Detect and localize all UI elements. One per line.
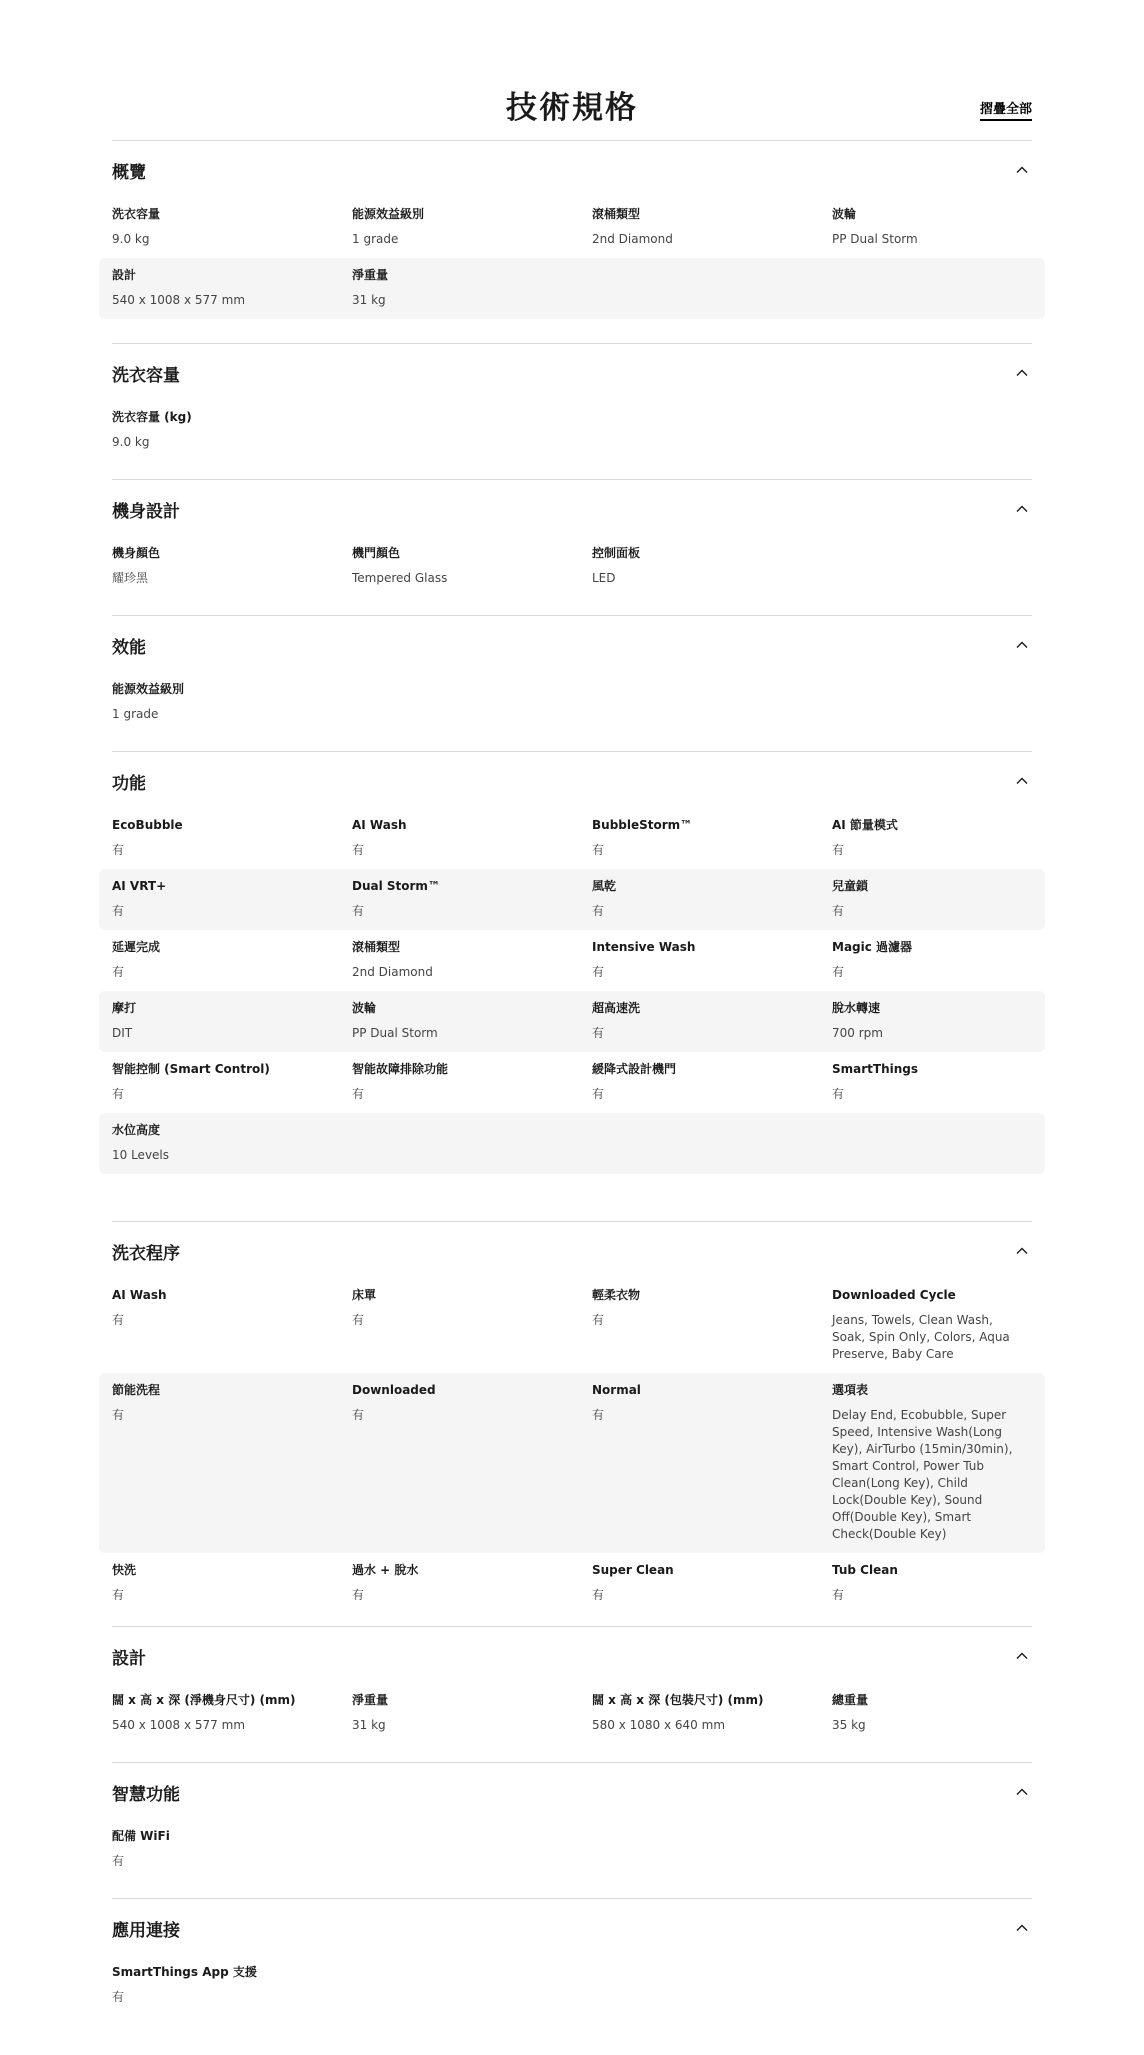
spec-row (99, 258, 1045, 319)
spec-item (832, 207, 1032, 248)
spec-item (832, 1383, 1032, 1543)
spec-item (592, 1001, 832, 1042)
chevron-up-icon[interactable] (1016, 775, 1028, 787)
spec-label: AI Wash (112, 1288, 167, 1302)
spec-label: 洗衣容量 (112, 207, 161, 221)
spec-item (592, 1693, 832, 1734)
chevron-up-icon[interactable] (1016, 1786, 1028, 1798)
spec-value: 10 Levels (112, 1148, 170, 1162)
spec-item (592, 818, 832, 859)
spec-item (592, 879, 832, 920)
spec-row (99, 1553, 1045, 1614)
spec-item (592, 1383, 832, 1543)
spec-label: 兒童鎖 (832, 879, 869, 893)
spec-label: 滾桶類型 (352, 940, 401, 954)
spec-value: 有 (352, 904, 365, 918)
spec-label: 超高速洗 (592, 1001, 641, 1015)
spec-value: 耀珍黑 (112, 571, 149, 585)
section-overview (112, 140, 1032, 319)
spec-label: 闊 x 高 x 深 (包裝尺寸) (mm) (592, 1693, 764, 1707)
section-title: 洗衣容量 (112, 366, 180, 386)
section-performance (112, 615, 1032, 733)
spec-item (352, 1563, 592, 1604)
section-header-overview[interactable] (112, 141, 1032, 197)
spec-value: 有 (112, 1990, 125, 2004)
spec-label: 摩打 (112, 1001, 137, 1015)
spec-value: 35 kg (832, 1718, 866, 1732)
spec-value: 有 (352, 1313, 365, 1327)
spec-label: Dual Storm™ (352, 879, 440, 893)
spec-label: 床單 (352, 1288, 377, 1302)
spec-row (99, 930, 1045, 991)
spec-item (352, 940, 592, 981)
spec-item (352, 818, 592, 859)
spec-label: 緩降式設計機門 (592, 1062, 677, 1076)
spec-item (832, 940, 1032, 981)
spec-item (352, 1001, 592, 1042)
spec-value: 有 (352, 1408, 365, 1422)
spec-label: BubbleStorm™ (592, 818, 693, 832)
spec-value: 有 (112, 904, 125, 918)
spec-item (592, 1062, 832, 1103)
section-header-performance[interactable] (112, 616, 1032, 672)
spec-value: 2nd Diamond (592, 232, 673, 246)
spec-label: 機身顏色 (112, 546, 161, 560)
spec-value: 有 (832, 965, 845, 979)
chevron-up-icon[interactable] (1016, 1650, 1028, 1662)
spec-item (832, 1062, 1032, 1103)
chevron-up-icon[interactable] (1016, 164, 1028, 176)
spec-label: 智能控制 (Smart Control) (112, 1062, 270, 1076)
spec-label: Tub Clean (832, 1563, 898, 1577)
spec-value: 1 grade (352, 232, 399, 246)
spec-label: 節能洗程 (112, 1383, 161, 1397)
spec-value: 540 x 1008 x 577 mm (112, 293, 246, 307)
section-header-body-design[interactable] (112, 480, 1032, 536)
spec-value: 2nd Diamond (352, 965, 433, 979)
spec-item (112, 1383, 352, 1543)
spec-value: Tempered Glass (352, 571, 448, 585)
spec-item (112, 268, 352, 309)
section-header-capacity[interactable] (112, 344, 1032, 400)
spec-value: 有 (832, 1087, 845, 1101)
section-programs (112, 1221, 1032, 1614)
spec-value: 31 kg (352, 1718, 386, 1732)
spec-label: AI VRT+ (112, 879, 167, 893)
spec-value: 有 (112, 1313, 125, 1327)
spec-label: 脫水轉速 (832, 1001, 881, 1015)
spec-label: EcoBubble (112, 818, 183, 832)
spec-item (832, 1693, 1032, 1734)
spec-item (352, 879, 592, 920)
spec-value: 9.0 kg (112, 435, 150, 449)
spec-item (352, 1693, 592, 1734)
section-title: 機身設計 (112, 502, 180, 522)
spec-value: 有 (112, 1854, 125, 1868)
section-capacity (112, 343, 1032, 461)
spec-label: 風乾 (592, 879, 617, 893)
spec-value: DIT (112, 1026, 133, 1040)
spec-value: 有 (592, 1026, 605, 1040)
spec-row (99, 1113, 1045, 1174)
spec-item (112, 207, 352, 248)
section-features (112, 751, 1032, 1174)
spec-item (592, 1563, 832, 1604)
spec-item (832, 879, 1032, 920)
spec-label: 配備 WiFi (112, 1829, 170, 1843)
section-title: 概覽 (112, 163, 146, 183)
spec-value: 有 (592, 1588, 605, 1602)
page-title: 技術規格 (506, 90, 638, 126)
section-app (112, 1898, 1032, 2016)
chevron-up-icon[interactable] (1016, 1245, 1028, 1257)
spec-value: 有 (112, 965, 125, 979)
section-header-app[interactable] (112, 1899, 1032, 1955)
spec-value: 有 (352, 843, 365, 857)
spec-label: 波輪 (352, 1001, 377, 1015)
chevron-up-icon[interactable] (1016, 503, 1028, 515)
spec-label: 智能故障排除功能 (352, 1062, 449, 1076)
chevron-up-icon[interactable] (1016, 1922, 1028, 1934)
spec-label: Intensive Wash (592, 940, 696, 954)
chevron-up-icon[interactable] (1016, 639, 1028, 651)
section-header-design[interactable] (112, 1627, 1032, 1683)
spec-value: 有 (352, 1588, 365, 1602)
spec-label: Super Clean (592, 1563, 674, 1577)
spec-value: 有 (592, 965, 605, 979)
spec-value: 有 (592, 843, 605, 857)
spec-row (99, 1373, 1045, 1553)
spec-row (99, 991, 1045, 1052)
spec-label: AI Wash (352, 818, 407, 832)
spec-item (592, 940, 832, 981)
section-title: 應用連接 (112, 1921, 180, 1941)
spec-item (112, 1062, 352, 1103)
spec-label: AI 節量模式 (832, 818, 898, 832)
spec-label: 控制面板 (592, 546, 641, 560)
spec-item (112, 818, 352, 859)
spec-row (99, 808, 1045, 869)
spec-item (592, 207, 832, 248)
spec-item (112, 682, 312, 723)
spec-item (112, 940, 352, 981)
spec-label: 能源效益級別 (352, 207, 425, 221)
spec-item (112, 1288, 352, 1363)
spec-item (112, 1001, 352, 1042)
spec-label: Normal (592, 1383, 641, 1397)
spec-item (832, 818, 1032, 859)
spec-row (99, 1052, 1045, 1113)
spec-row (99, 400, 1045, 461)
spec-value: 有 (592, 1313, 605, 1327)
spec-item (112, 1563, 352, 1604)
spec-item (352, 268, 552, 309)
spec-item (352, 1383, 592, 1543)
section-header-smart[interactable] (112, 1763, 1032, 1819)
section-smart (112, 1762, 1032, 1880)
spec-value: PP Dual Storm (832, 232, 918, 246)
spec-label: 能源效益級別 (112, 682, 185, 696)
spec-label: Magic 過濾器 (832, 940, 913, 954)
spec-value: LED (592, 571, 616, 585)
spec-item (352, 546, 592, 587)
spec-value: 540 x 1008 x 577 mm (112, 1718, 246, 1732)
spec-item (112, 1965, 312, 2006)
section-design (112, 1626, 1032, 1744)
spec-value: 有 (112, 1588, 125, 1602)
spec-row (99, 197, 1045, 258)
spec-label: 水位高度 (112, 1123, 161, 1137)
spec-label: 淨重量 (352, 1693, 389, 1707)
spec-item (112, 410, 312, 451)
spec-value: 有 (112, 1408, 125, 1422)
spec-item (112, 1829, 312, 1870)
section-title: 洗衣程序 (112, 1244, 180, 1264)
spec-row (99, 1955, 1045, 2016)
spec-value: 有 (832, 904, 845, 918)
spec-label: 波輪 (832, 207, 857, 221)
spec-value: 有 (832, 843, 845, 857)
spec-label: Downloaded Cycle (832, 1288, 956, 1302)
collapse-all-link[interactable]: 摺疊全部 (980, 98, 1032, 121)
spec-value: 有 (592, 904, 605, 918)
spec-label: 滾桶類型 (592, 207, 641, 221)
spec-item (592, 1288, 832, 1363)
spec-item (112, 1693, 352, 1734)
spec-value: 700 rpm (832, 1026, 883, 1040)
spec-label: 快洗 (112, 1563, 137, 1577)
spec-value: PP Dual Storm (352, 1026, 438, 1040)
section-title: 效能 (112, 638, 146, 658)
section-title: 功能 (112, 774, 146, 794)
spec-row (99, 536, 1045, 597)
spec-value: 有 (832, 1588, 845, 1602)
spec-value: 1 grade (112, 707, 159, 721)
spec-item (592, 546, 792, 587)
spec-item (832, 1288, 1032, 1363)
spec-value: 有 (112, 1087, 125, 1101)
section-header-features[interactable] (112, 752, 1032, 808)
section-title: 智慧功能 (112, 1785, 180, 1805)
spec-row (99, 1278, 1045, 1373)
spec-label: 設計 (112, 268, 137, 282)
spec-value: 9.0 kg (112, 232, 150, 246)
spec-label: 輕柔衣物 (592, 1288, 641, 1302)
spec-label: 選項表 (832, 1383, 869, 1397)
spec-item (112, 546, 352, 587)
spec-label: 洗衣容量 (kg) (112, 410, 192, 424)
chevron-up-icon[interactable] (1016, 367, 1028, 379)
spec-value: 31 kg (352, 293, 386, 307)
spec-label: 機門顏色 (352, 546, 401, 560)
spec-label: Downloaded (352, 1383, 436, 1397)
spec-row (99, 672, 1045, 733)
spec-value: 有 (592, 1408, 605, 1422)
spec-item (352, 207, 592, 248)
spec-item (352, 1062, 592, 1103)
spec-item (112, 1123, 312, 1164)
spec-value: 有 (352, 1087, 365, 1101)
spec-item (112, 879, 352, 920)
spec-value: 580 x 1080 x 640 mm (592, 1718, 726, 1732)
spec-label: 延遲完成 (112, 940, 161, 954)
spec-label: 總重量 (832, 1693, 869, 1707)
spec-row (99, 869, 1045, 930)
section-header-programs[interactable] (112, 1222, 1032, 1278)
spec-label: 淨重量 (352, 268, 389, 282)
spec-value: Jeans, Towels, Clean Wash, Soak, Spin Only, Colors, Aqua Preserve, Baby Care (832, 1313, 1010, 1361)
spec-value: 有 (592, 1087, 605, 1101)
spec-item (832, 1001, 1032, 1042)
spec-label: SmartThings (832, 1062, 919, 1076)
spec-item (352, 1288, 592, 1363)
section-body-design (112, 479, 1032, 597)
page-header (112, 80, 1032, 140)
spec-row (99, 1819, 1045, 1880)
spec-label: SmartThings App 支援 (112, 1965, 257, 1979)
spec-row (99, 1683, 1045, 1744)
spec-value: Delay End, Ecobubble, Super Speed, Intensive Wash(Long Key), AirTurbo (15min/30min), Smart Control, Power Tub Clean(Long Key), Child Lock(Double Key), Sound Off(Double Key), Smart Check(Double Key) (832, 1408, 1013, 1541)
spec-label: 過水 + 脫水 (352, 1563, 419, 1577)
spec-value: 有 (112, 843, 125, 857)
spec-label: 闊 x 高 x 深 (淨機身尺寸) (mm) (112, 1693, 296, 1707)
spec-item (832, 1563, 1032, 1604)
section-title: 設計 (112, 1649, 146, 1669)
